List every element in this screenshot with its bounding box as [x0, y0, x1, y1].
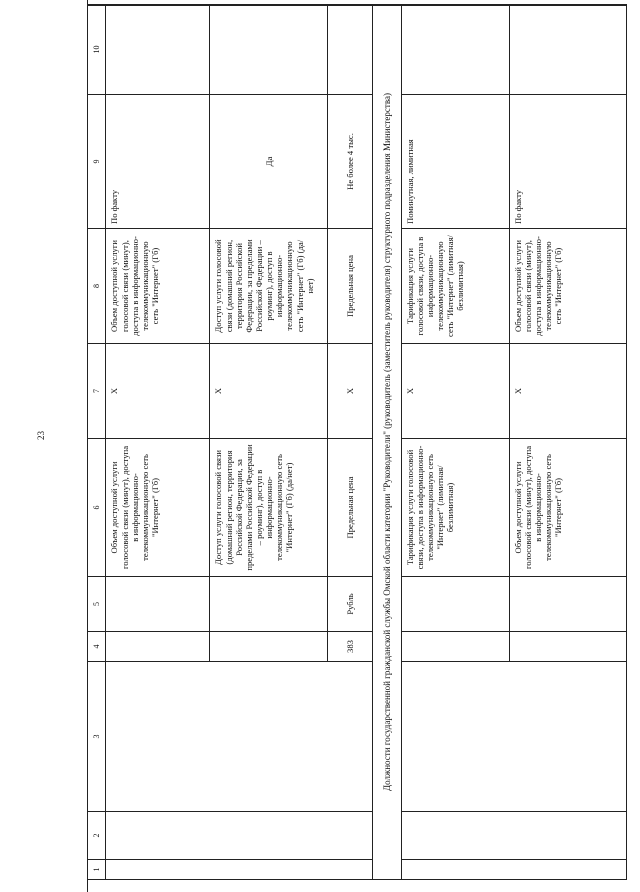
- cell-col1: [401, 860, 626, 880]
- cell-col2: [106, 812, 373, 860]
- cell-col4: [106, 632, 210, 662]
- cell-value: Да: [210, 95, 327, 229]
- column-number: 2: [88, 812, 106, 860]
- cell-col10: [106, 5, 210, 95]
- cell-col10: [327, 5, 373, 95]
- cell-col5: [106, 577, 210, 632]
- cell-characteristic: Тарификация услуги голосовой связи, доступа в информационно-телекоммуникационную сеть "Интернет" (лимитная/ безлимитная): [401, 439, 509, 577]
- cell-col3: [106, 662, 373, 812]
- cell-col10: [210, 5, 327, 95]
- column-number: 7: [88, 344, 106, 439]
- cell-characteristic-name: Тарификация услуги голосовой связи, доступа в информационно-телекоммуникационную сеть "Интернет" (лимитная/ безлимитная): [401, 229, 509, 344]
- cell-col10: [401, 5, 509, 95]
- section-heading: Должности государственной гражданской службы Омской области категории "Руководители" (руководитель (заместитель руководителя) структурного подразделения Министерства): [373, 5, 401, 880]
- cell-col1: [106, 860, 373, 880]
- cell-x-mark: X: [210, 344, 327, 439]
- cell-value: По факту: [106, 95, 210, 229]
- cell-x-mark: X: [509, 344, 626, 439]
- cell-col5: Рубль: [327, 577, 373, 632]
- cell-col5: [401, 577, 509, 632]
- cell-characteristic-name: Предельная цена: [327, 229, 373, 344]
- rotated-table-container: [87, 5, 627, 880]
- cell-col5: [210, 577, 327, 632]
- cell-characteristic: Объем доступной услуги голосовой связи (минут), доступа в информационно-телекоммуникационную сеть "Интернет" (Гб): [106, 439, 210, 577]
- cell-col4: [210, 632, 327, 662]
- table-row: [106, 5, 210, 880]
- cell-col4: [401, 632, 509, 662]
- specification-table: [87, 4, 627, 880]
- cell-col4: 383: [327, 632, 373, 662]
- cell-x-mark: X: [106, 344, 210, 439]
- cell-col4: [509, 632, 626, 662]
- column-number: 4: [88, 632, 106, 662]
- section-heading-row: [373, 5, 401, 880]
- column-number: 3: [88, 662, 106, 812]
- page-number: 23: [36, 431, 46, 440]
- column-number: 9: [88, 95, 106, 229]
- column-number: 8: [88, 229, 106, 344]
- column-number-row: [88, 5, 106, 880]
- column-number: 10: [88, 5, 106, 95]
- cell-characteristic: Доступ услуги голосовой связи (домашний регион, территория Российской Федерации, за пределами Российской Федерации – роуминг), доступ в информационно-телекоммуникационную сеть "Интернет" (Гб) (да/нет): [210, 439, 327, 577]
- column-number: 6: [88, 439, 106, 577]
- column-number: 1: [88, 860, 106, 880]
- cell-value: Не более 4 тыс.: [327, 95, 373, 229]
- table-row: [401, 5, 509, 880]
- column-number: 5: [88, 577, 106, 632]
- cell-characteristic-name: Объем доступной услуги голосовой связи (минут), доступа в информационно-телекоммуникационную сеть "Интернет" (Гб): [509, 229, 626, 344]
- cell-value: По факту: [509, 95, 626, 229]
- cell-characteristic: Объем доступной услуги голосовой связи (минут), доступа в информационно-телекоммуникационную сеть "Интернет" (Гб): [509, 439, 626, 577]
- cell-col3: [401, 662, 626, 812]
- cell-characteristic-name: Доступ услуги голосовой связи (домашний регион, территория Российской Федерации, за пределами Российской Федерации – роуминг), доступ в информационно-телекоммуникационную сеть "Интернет" (Гб) (да/нет): [210, 229, 327, 344]
- cell-col10: [509, 5, 626, 95]
- cell-characteristic: Предельная цена: [327, 439, 373, 577]
- cell-characteristic-name: Объем доступной услуги голосовой связи (минут), доступа в информационно-телекоммуникационную сеть "Интернет" (Гб): [106, 229, 210, 344]
- cell-col2: [401, 812, 626, 860]
- cell-x-mark: X: [327, 344, 373, 439]
- cell-x-mark: X: [401, 344, 509, 439]
- cell-col5: [509, 577, 626, 632]
- cell-value: Поминутная, лимитная: [401, 95, 509, 229]
